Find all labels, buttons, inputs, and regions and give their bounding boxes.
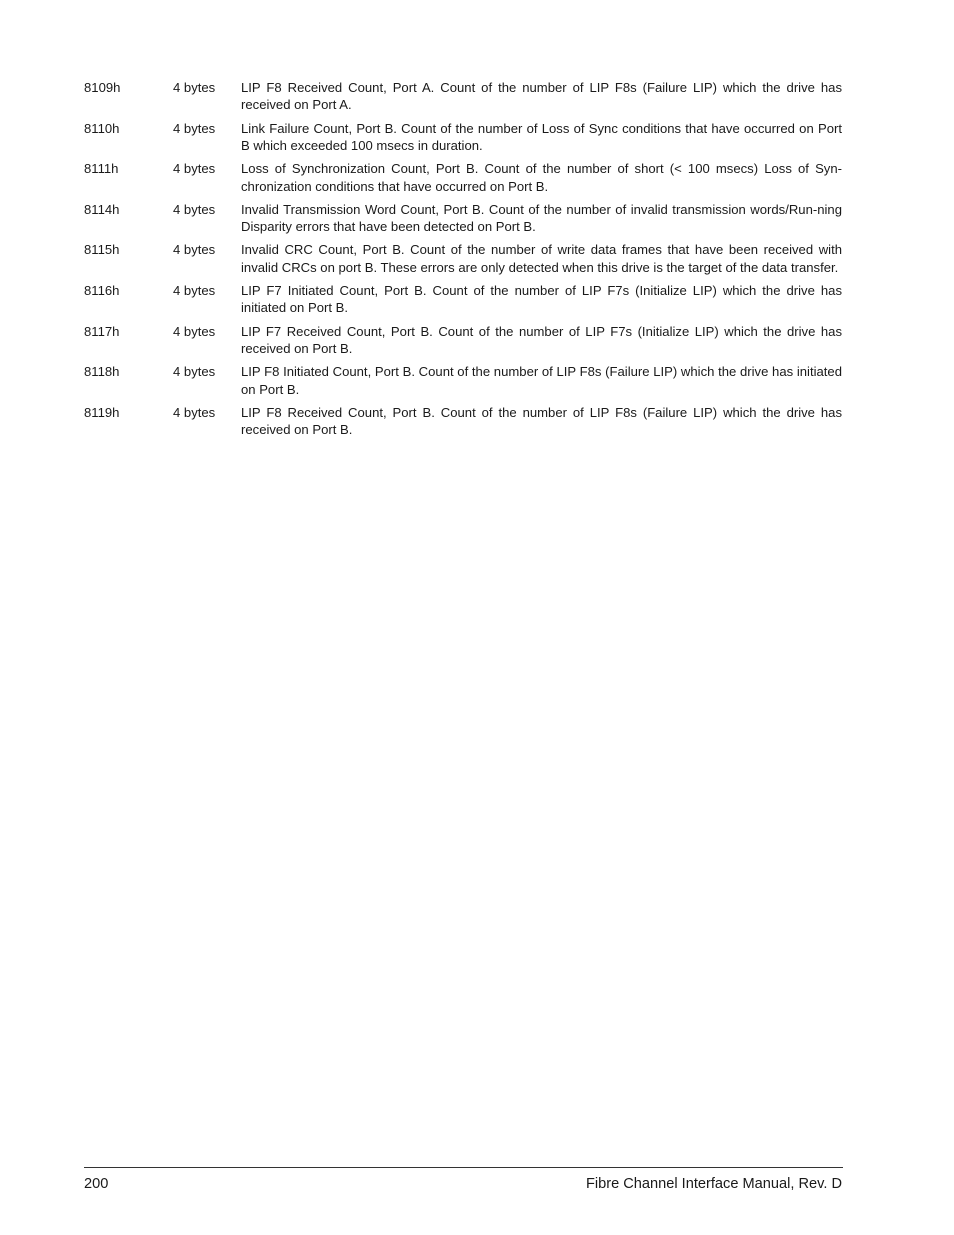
parameter-description: LIP F8 Received Count, Port B. Count of the number of LIP F8s (Failure LIP) which the drive has received on Port B.: [241, 404, 842, 438]
parameter-code: 8109h: [84, 80, 121, 95]
parameter-entry: [84, 323, 842, 358]
parameter-code: 8110h: [84, 120, 120, 136]
parameter-entry: [84, 160, 842, 195]
parameter-entry: [84, 120, 842, 155]
parameter-code: 8117h: [84, 323, 120, 339]
parameter-description: Invalid Transmission Word Count, Port B. Count of the number of invalid transmission words/Run-ning Disparity errors that have been detected on Port B.: [241, 201, 842, 235]
parameter-entry: [84, 201, 842, 236]
manual-title: Fibre Channel Interface Manual, Rev. D: [585, 1176, 842, 1192]
parameter-description: Loss of Synchronization Count, Port B. Count of the number of short (< 100 msecs) Loss of Syn-chronization conditions that have occurred on Port B.: [241, 161, 842, 194]
parameter-entry: [84, 241, 842, 276]
parameter-entry: [84, 282, 842, 317]
parameter-description: Invalid CRC Count, Port B. Count of the number of write data frames that have been received with invalid CRCs on port B. These errors are only detected when this drive is the target of the data transfer.: [241, 242, 842, 275]
parameter-description: LIP F7 Received Count, Port B. Count of the number of LIP F7s (Initialize LIP) which the drive has received on Port B.: [241, 323, 842, 357]
parameter-size: 4 bytes: [173, 283, 216, 299]
parameter-code: 8118h: [84, 364, 120, 380]
parameter-entry: [84, 404, 842, 439]
footer-divider: [84, 1167, 843, 1168]
parameter-size: 4 bytes: [173, 201, 216, 217]
parameter-code: 8114h: [84, 201, 120, 217]
page-footer: [84, 1175, 842, 1193]
page-number: 200: [84, 1176, 109, 1192]
parameter-size: 4 bytes: [173, 364, 216, 380]
parameter-code: 8116h: [84, 283, 120, 299]
parameter-size: 4 bytes: [173, 161, 216, 177]
parameter-code: 8119h: [84, 404, 120, 420]
parameter-size: 4 bytes: [173, 80, 216, 95]
parameter-size: 4 bytes: [173, 323, 216, 339]
parameter-size: 4 bytes: [173, 242, 216, 258]
parameter-entry: [84, 363, 842, 398]
parameter-description: LIP F8 Received Count, Port A. Count of the number of LIP F8s (Failure LIP) which the drive has received on Port A.: [241, 80, 842, 113]
parameter-description: LIP F8 Initiated Count, Port B. Count of the number of LIP F8s (Failure LIP) which the drive has initiated on Port B.: [241, 364, 842, 397]
parameter-size: 4 bytes: [173, 404, 216, 420]
parameter-description: Link Failure Count, Port B. Count of the number of Loss of Sync conditions that have occurred on Port B which exceeded 100 msecs in duration.: [241, 120, 842, 154]
parameter-entry: [84, 79, 842, 114]
parameter-size: 4 bytes: [173, 120, 216, 136]
parameter-code: 8111h: [84, 161, 119, 177]
parameter-list: [84, 79, 842, 444]
parameter-code: 8115h: [84, 242, 120, 258]
parameter-description: LIP F7 Initiated Count, Port B. Count of the number of LIP F7s (Initialize LIP) which the drive has initiated on Port B.: [241, 283, 842, 316]
